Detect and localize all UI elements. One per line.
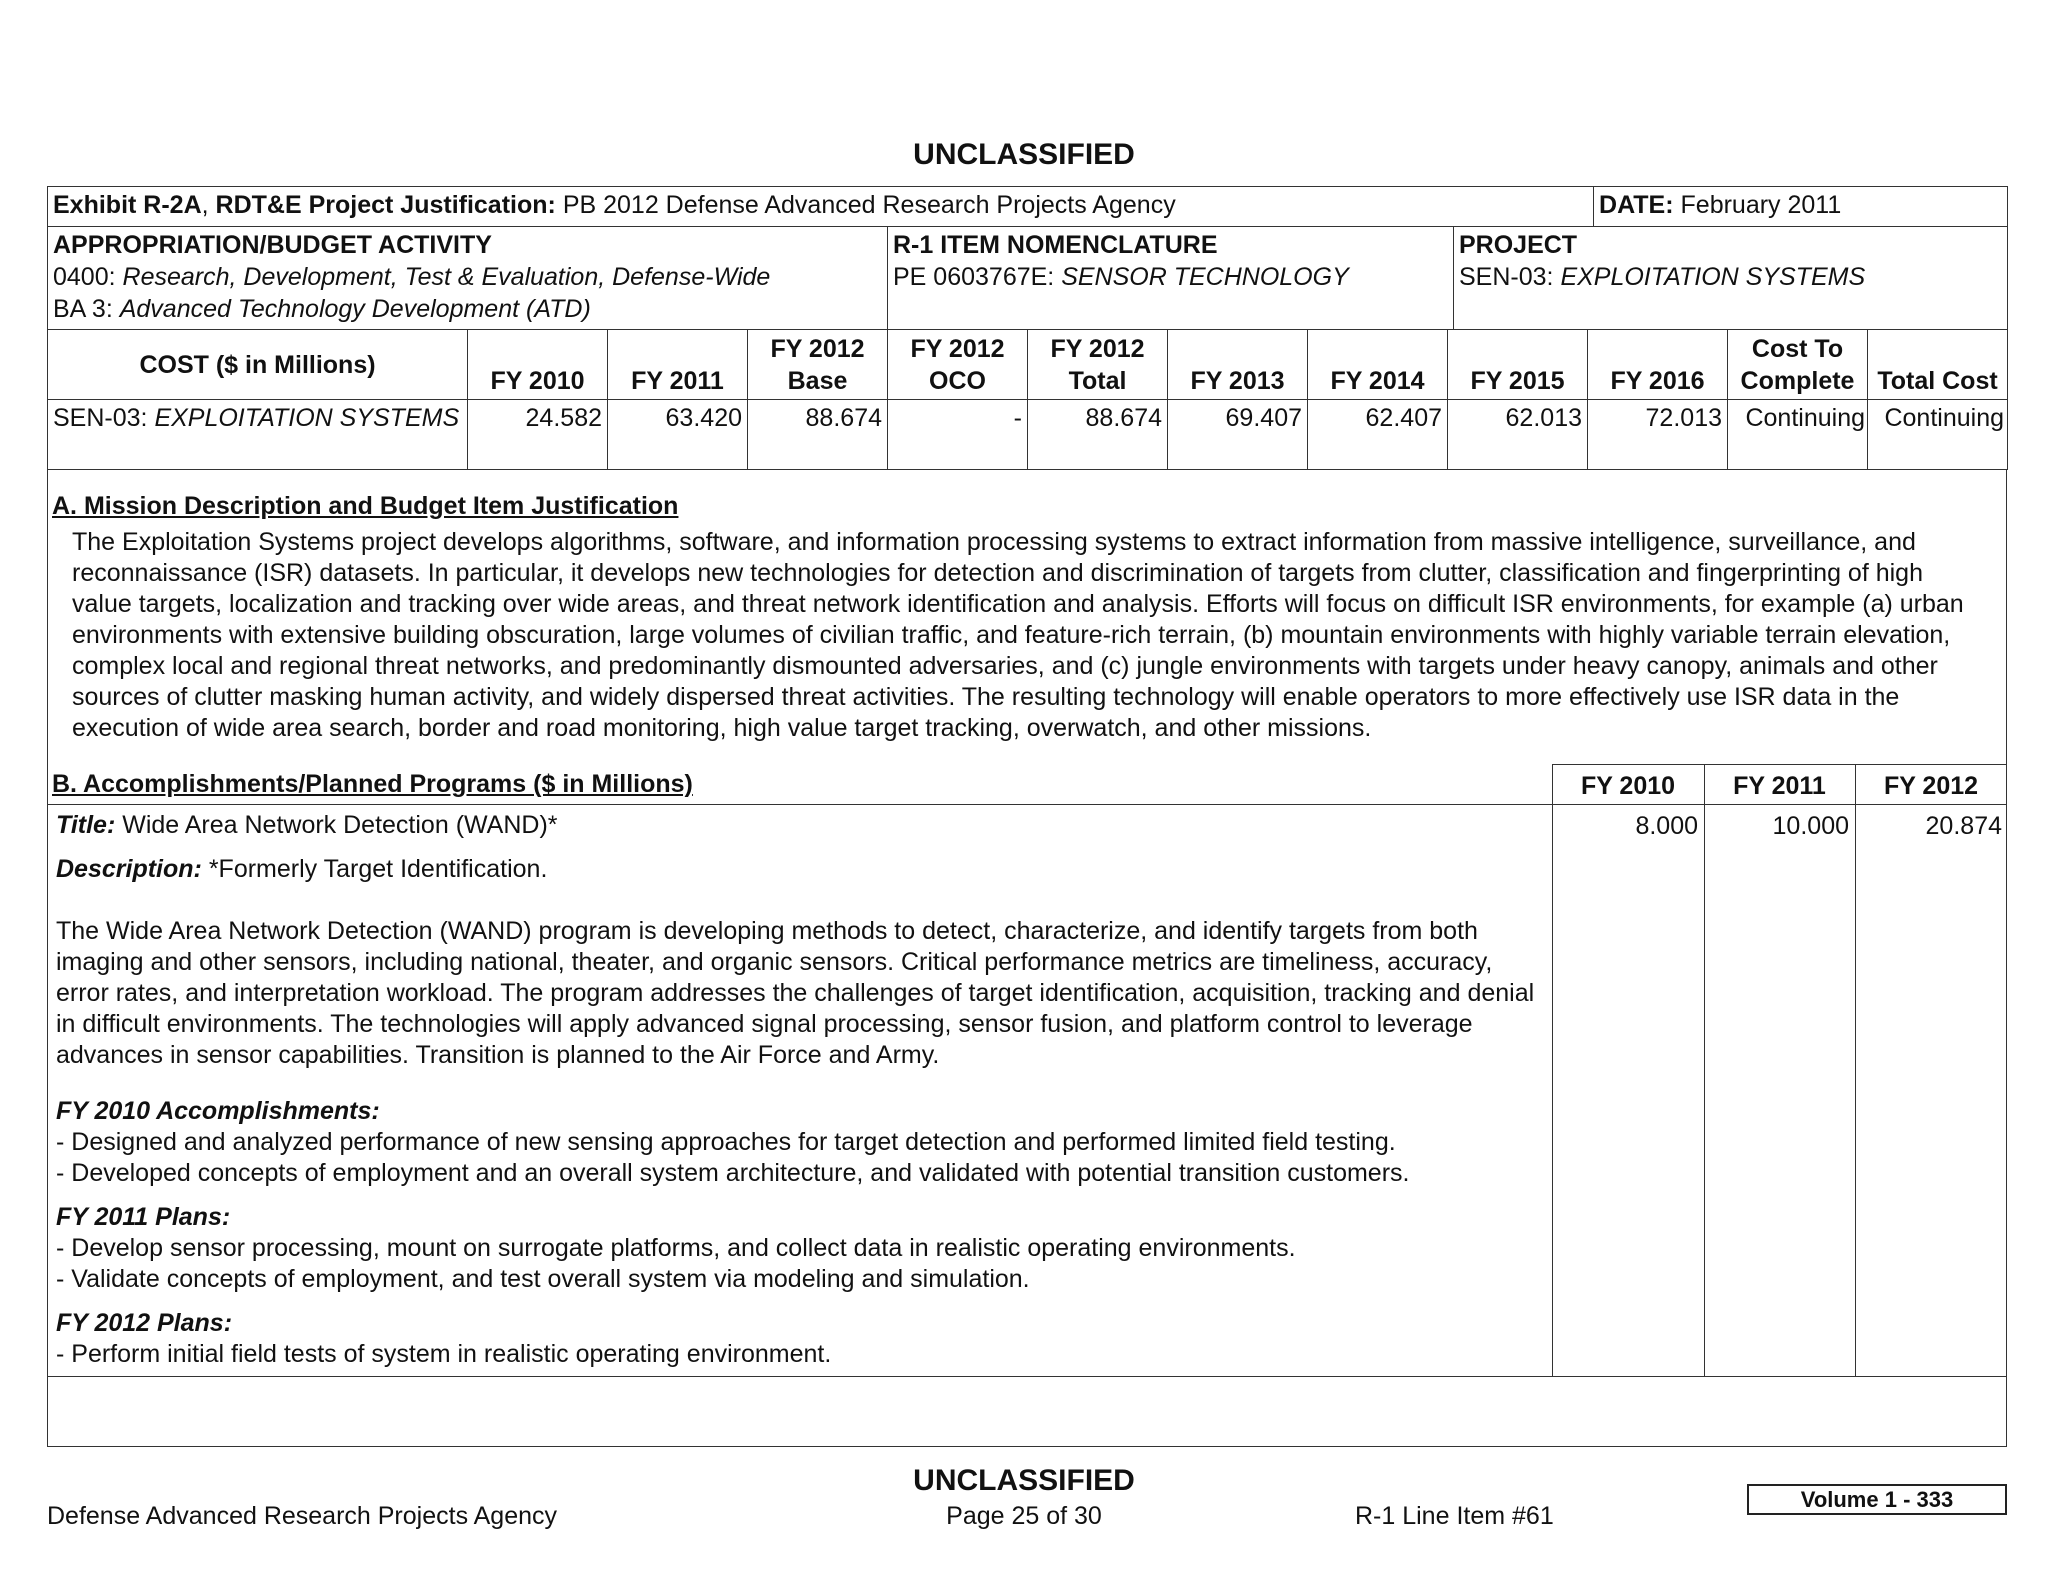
classification-bottom: UNCLASSIFIED <box>913 1464 1135 1497</box>
col-header-fy2012-total-line1: FY 2012 <box>1050 335 1145 363</box>
project-code: SEN-03: <box>1459 263 1554 291</box>
cell-fy2010: 24.582 <box>468 400 608 470</box>
cell-cost-to-complete: Continuing <box>1728 400 1868 470</box>
col-header-fy2012-total <box>1028 330 1168 400</box>
footer-volume: Volume 1 - 333 <box>1747 1484 2007 1515</box>
col-header-fy2012-total-line2: Total <box>1068 367 1127 395</box>
fy2012-heading: FY 2012 Plans: <box>56 1309 233 1337</box>
col-header-cost-to-complete <box>1728 330 1868 400</box>
col-header-fy2010: FY 2010 <box>468 330 608 400</box>
section-b-header-topline <box>1552 764 2007 765</box>
section-b-col-fy2011: FY 2011 <box>1733 772 1826 800</box>
r1-label: R-1 ITEM NOMENCLATURE <box>893 231 1218 259</box>
project-label: PROJECT <box>1459 231 1578 259</box>
section-a-text: The Exploitation Systems project develops algorithms, software, and information processing systems to extract information from massive intelligence, surveillance, and reconnaissance (ISR) datasets. In particular, it develops new technologies for detection and discrimination of targets from clutter, classification and fingerprinting of high value targets, localization and tracking over wide areas, and threat network identification and analysis. Efforts will focus on difficult ISR environments, for example (a) urban environments with extensive building obscuration, large volumes of civilian traffic, and feature-rich terrain, (b) mountain environments with highly variable terrain elevation, complex local and regional threat networks, and predominantly dismounted adversaries, and (c) jungle environments with targets under heavy canopy, animals and other sources of clutter masking human activity, and widely dispersed threat activities. The resulting technology will enable operators to more effectively use ISR data in the execution of wide area search, border and road monitoring, high value target tracking, overwatch, and other missions. <box>72 528 1964 742</box>
cell-fy2015: 62.013 <box>1448 400 1588 470</box>
list-item: - Designed and analyzed performance of new sensing approaches for target detection and performed limited field testing. <box>56 1128 1396 1156</box>
section-b-header-divider <box>47 804 2007 805</box>
section-b-col-fy2012: FY 2012 <box>1883 772 1979 800</box>
col-header-fy2014: FY 2014 <box>1308 330 1448 400</box>
col-header-fy2012-base-line1: FY 2012 <box>770 335 865 363</box>
col-header-fy2012-base <box>748 330 888 400</box>
fy2011-heading: FY 2011 Plans: <box>56 1203 231 1231</box>
title-label: Title: <box>56 811 116 839</box>
list-item: - Develop sensor processing, mount on surrogate platforms, and collect data in realistic operating environments. <box>56 1234 1296 1262</box>
col-header-fy2012-oco-line2: OCO <box>929 367 986 395</box>
description-label: Description: <box>56 855 202 883</box>
section-b-title <box>56 810 1546 841</box>
footer-line-item: R-1 Line Item #61 <box>1355 1502 1554 1530</box>
section-b-val-fy2011: 10.000 <box>1772 812 1849 840</box>
exhibit-title: RDT&E Project Justification: <box>215 191 556 219</box>
appropriation-code: 0400: <box>53 263 116 291</box>
cell-fy2012-total: 88.674 <box>1028 400 1168 470</box>
classification-top: UNCLASSIFIED <box>913 138 1135 171</box>
r1-code: PE 0603767E: <box>893 263 1055 291</box>
list-item: - Perform initial field tests of system in realistic operating environment. <box>56 1340 832 1368</box>
date-label: DATE: <box>1599 191 1674 219</box>
row-project-name: EXPLOITATION SYSTEMS <box>154 404 460 432</box>
cell-fy2013: 69.407 <box>1168 400 1308 470</box>
fy2011-list <box>56 1233 1546 1295</box>
cell-fy2011: 63.420 <box>608 400 748 470</box>
col-header-total-cost: Total Cost <box>1868 330 2008 400</box>
appropriation-label: APPROPRIATION/BUDGET ACTIVITY <box>53 231 492 259</box>
date-value: February 2011 <box>1680 191 1842 219</box>
project-cell <box>1454 227 2008 330</box>
date-cell <box>1594 187 2008 227</box>
cell-fy2012-base: 88.674 <box>748 400 888 470</box>
col-header-fy2012-base-line2: Base <box>787 367 848 395</box>
cell-fy2016: 72.013 <box>1588 400 1728 470</box>
cell-fy2012-oco: - <box>888 400 1028 470</box>
ba-value: Advanced Technology Development (ATD) <box>119 295 591 323</box>
section-b-col-fy2010: FY 2010 <box>1580 772 1676 800</box>
col-header-fy2015: FY 2015 <box>1448 330 1588 400</box>
col-header-cost: COST ($ in Millions) <box>48 330 468 400</box>
list-item: - Validate concepts of employment, and test overall system via modeling and simulation. <box>56 1265 1030 1293</box>
title-value: Wide Area Network Detection (WAND)* <box>122 811 558 839</box>
col-header-fy2012-oco-line1: FY 2012 <box>910 335 1005 363</box>
appropriation-value: Research, Development, Test & Evaluation, Defense-Wide <box>122 263 771 291</box>
cell-total-cost: Continuing <box>1868 400 2008 470</box>
description-value: *Formerly Target Identification. <box>208 855 548 883</box>
section-b-heading: B. Accomplishments/Planned Programs ($ in Millions) <box>52 770 693 798</box>
r1-cell <box>888 227 1454 330</box>
footer-page: Page 25 of 30 <box>946 1502 1102 1530</box>
appropriation-cell <box>48 227 888 330</box>
row-project <box>48 400 468 470</box>
table-row <box>48 400 2008 470</box>
r1-value: SENSOR TECHNOLOGY <box>1061 263 1349 291</box>
cost-table <box>47 329 2008 470</box>
section-b-body: The Wide Area Network Detection (WAND) program is developing methods to detect, characterize, and identify targets from both imaging and other sensors, including national, theater, and organic sensors. Critical performance metrics are timeliness, accuracy, error rates, and interpretation workload. The program addresses the challenges of target identification, acquisition, tracking and denial in difficult environments. The technologies will apply advanced signal processing, sensor fusion, and platform control to leverage advances in sensor capabilities. Transition is planned to the Air Force and Army. <box>56 917 1535 1069</box>
col-header-ctc-line1: Cost To <box>1751 335 1844 363</box>
col-header-fy2012-oco <box>888 330 1028 400</box>
fy2012-list <box>56 1339 1546 1370</box>
ba-code: BA 3: <box>53 295 113 323</box>
col-header-ctc-line2: Complete <box>1740 367 1855 395</box>
header-table <box>47 186 2008 330</box>
col-header-fy2016: FY 2016 <box>1588 330 1728 400</box>
section-b-val-fy2012: 20.874 <box>1925 812 2002 840</box>
section-b-col-line-2 <box>1704 764 1705 1376</box>
col-header-fy2011: FY 2011 <box>608 330 748 400</box>
row-project-code: SEN-03: <box>53 404 148 432</box>
exhibit-label: Exhibit R-2A <box>53 191 202 219</box>
project-value: EXPLOITATION SYSTEMS <box>1560 263 1866 291</box>
col-header-fy2013: FY 2013 <box>1168 330 1308 400</box>
section-b-val-fy2010: 8.000 <box>1635 812 1698 840</box>
section-b-col-line-3 <box>1855 764 1856 1376</box>
section-b-description <box>56 854 1546 885</box>
footer-agency: Defense Advanced Research Projects Agency <box>47 1502 558 1530</box>
section-a-heading: A. Mission Description and Budget Item Justification <box>52 492 679 520</box>
cell-fy2014: 62.407 <box>1308 400 1448 470</box>
list-item: - Developed concepts of employment and an overall system architecture, and validated with potential transition customers. <box>56 1159 1410 1187</box>
exhibit-cell: Exhibit R-2A, RDT&E Project Justification: PB 2012 Defense Advanced Research Projects Agency <box>48 187 1594 227</box>
section-b-col-line-1 <box>1552 764 1553 1376</box>
fy2010-heading: FY 2010 Accomplishments: <box>56 1097 380 1125</box>
fy2010-list <box>56 1127 1546 1189</box>
section-b-bottom-divider <box>47 1376 2007 1377</box>
exhibit-value: PB 2012 Defense Advanced Research Projects Agency <box>562 191 1176 219</box>
